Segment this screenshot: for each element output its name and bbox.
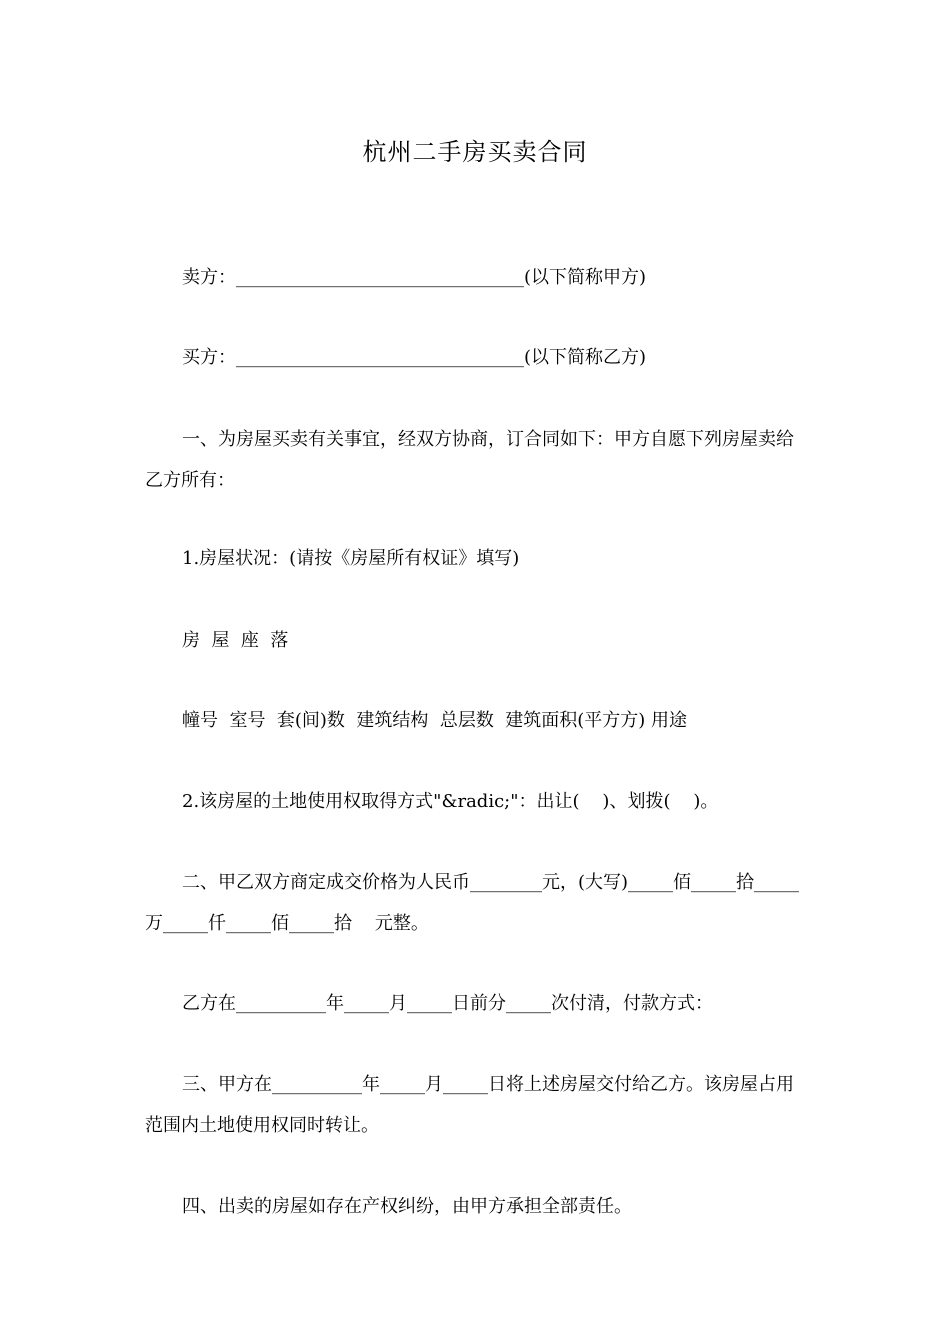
clause-four-dispute: 四、出卖的房屋如存在产权纠纷，由甲方承担全部责任。 [182, 1196, 632, 1217]
property-status: 1.房屋状况：(请按《房屋所有权证》填写) [182, 548, 520, 569]
buyer-line: 买方：________________________________(以下简称乙方) [182, 347, 647, 368]
clause-two-price: 二、甲乙双方商定成交价格为人民币________元，(大写)_____佰_____拾_____万_____仟_____佰_____拾 元整。 [145, 872, 800, 934]
property-location: 房 屋 座 落 [182, 630, 289, 651]
document-title: 杭州二手房买卖合同 [362, 138, 588, 166]
seller-line: 卖方：________________________________(以下简称甲方) [182, 267, 647, 288]
property-fields: 幢号 室号 套(间)数 建筑结构 总层数 建筑面积(平方方) 用途 [182, 710, 688, 731]
clause-three-delivery: 三、甲方在__________年_____月_____日将上述房屋交付给乙方。该房屋占用范围内土地使用权同时转让。 [145, 1074, 794, 1136]
land-use-right: 2.该房屋的土地使用权取得方式"&radic;"：出让( )、划拨( )。 [182, 791, 719, 812]
clause-one: 一、为房屋买卖有关事宜，经双方协商，订合同如下：甲方自愿下列房屋卖给乙方所有： [145, 429, 794, 491]
payment-schedule: 乙方在__________年_____月_____日前分_____次付清，付款方式： [182, 993, 713, 1014]
